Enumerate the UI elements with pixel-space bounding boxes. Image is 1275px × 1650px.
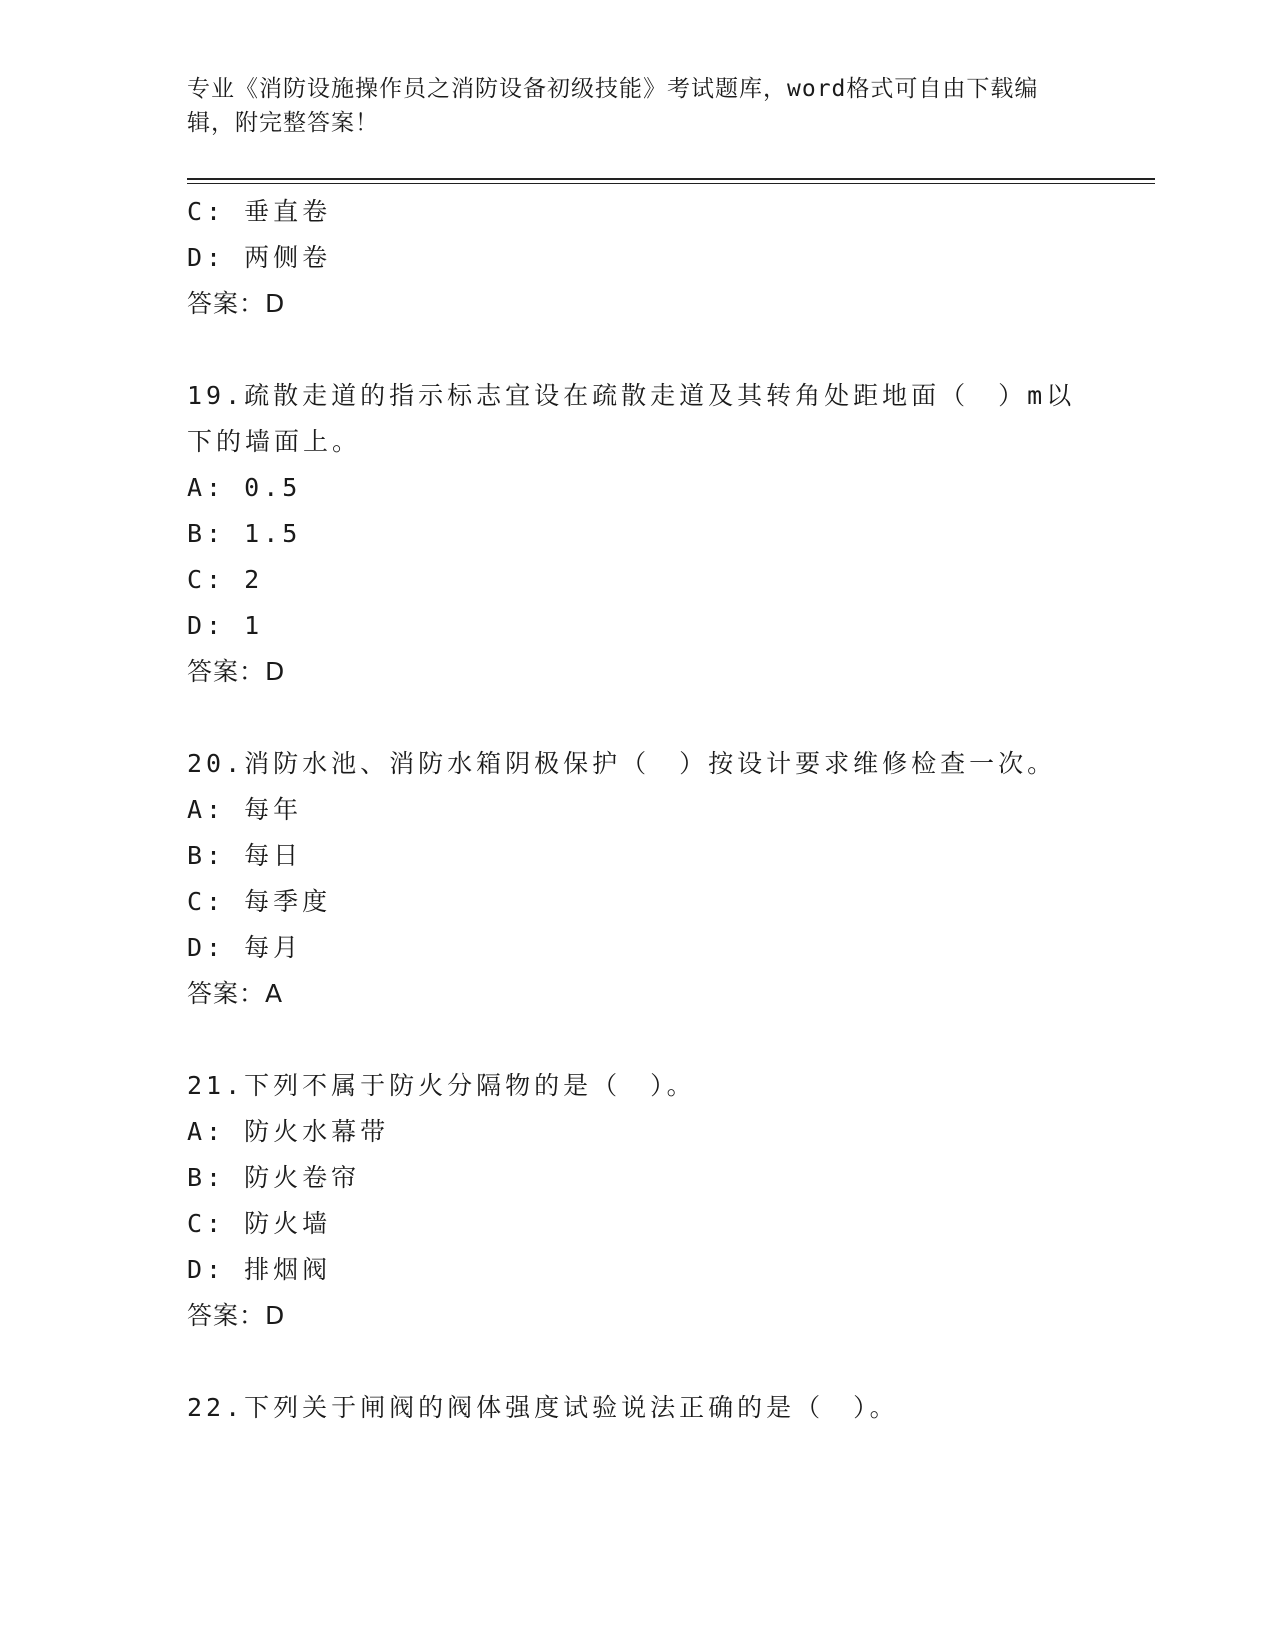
option-d: D: 1 xyxy=(187,611,264,640)
option-c: C: 垂直卷 xyxy=(187,197,332,226)
option-d: D: 两侧卷 xyxy=(187,243,332,272)
answer-line: 答案：D xyxy=(187,1301,286,1330)
option-a: A: 每年 xyxy=(187,795,303,824)
question-19 xyxy=(187,373,1076,695)
header-divider-thick xyxy=(187,178,1155,180)
answer-line: 答案：A xyxy=(187,979,284,1008)
spacer xyxy=(187,327,1067,373)
question-content xyxy=(187,189,1076,1431)
spacer xyxy=(187,1339,1067,1385)
question-22 xyxy=(187,1385,1067,1431)
answer-line: 答案：D xyxy=(187,657,286,686)
question-stem-line-1: 22.下列关于闸阀的阀体强度试验说法正确的是（ ）。 xyxy=(187,1393,899,1422)
question-stem-line-2: 下的墙面上。 xyxy=(187,427,362,456)
option-d: D: 每月 xyxy=(187,933,303,962)
question-18-continued xyxy=(187,189,1067,327)
option-c: C: 每季度 xyxy=(187,887,332,916)
spacer xyxy=(187,695,1067,741)
option-b: B: 1.5 xyxy=(187,519,302,548)
option-b: B: 防火卷帘 xyxy=(187,1163,361,1192)
option-b: B: 每日 xyxy=(187,841,303,870)
header-line-1: 专业《消防设施操作员之消防设备初级技能》考试题库，word格式可自由下载编 xyxy=(187,76,1039,102)
option-d: D: 排烟阀 xyxy=(187,1255,332,1284)
answer-line: 答案：D xyxy=(187,289,286,318)
option-a: A: 防火水幕带 xyxy=(187,1117,390,1146)
header-divider-thin xyxy=(187,183,1155,184)
page-header xyxy=(187,72,1067,140)
question-21 xyxy=(187,1063,1067,1339)
option-c: C: 防火墙 xyxy=(187,1209,332,1238)
question-stem-line-1: 20.消防水池、消防水箱阴极保护（ ）按设计要求维修检查一次。 xyxy=(187,749,1057,778)
option-a: A: 0.5 xyxy=(187,473,302,502)
header-line-2: 辑，附完整答案！ xyxy=(187,110,379,136)
option-c: C: 2 xyxy=(187,565,264,594)
question-20 xyxy=(187,741,1067,1017)
question-stem-line-1: 19.疏散走道的指示标志宜设在疏散走道及其转角处距地面（ ）m以 xyxy=(187,381,1076,410)
spacer xyxy=(187,1017,1067,1063)
question-stem-line-1: 21.下列不属于防火分隔物的是（ ）。 xyxy=(187,1071,696,1100)
